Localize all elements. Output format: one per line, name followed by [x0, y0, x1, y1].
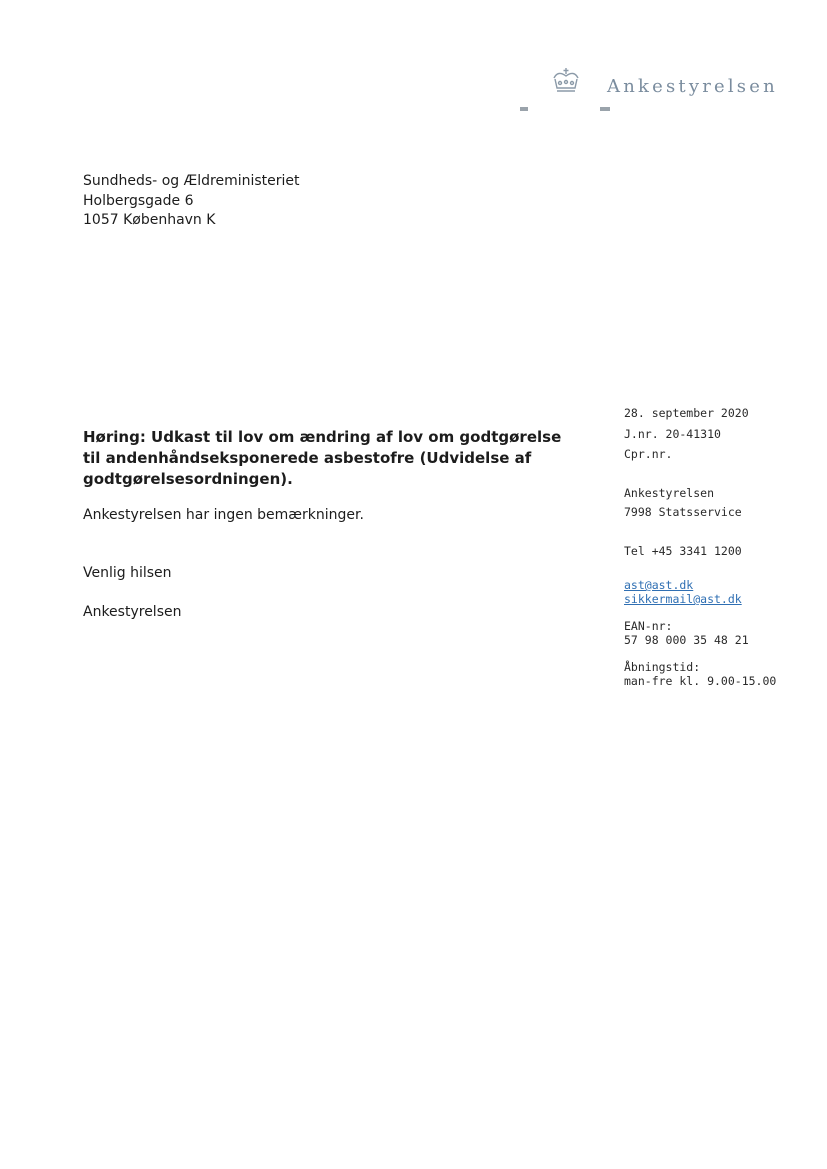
- logo-mark-left: [520, 107, 528, 111]
- opening-hours-label: Åbningstid:: [624, 660, 701, 674]
- logo-mark-right: [600, 107, 610, 111]
- letter-date: 28. september 2020: [624, 406, 749, 420]
- recipient-line-2: Holbergsgade 6: [83, 192, 194, 209]
- crown-icon: [550, 66, 582, 96]
- recipient-address: [83, 172, 300, 231]
- email-link[interactable]: ast@ast.dk: [624, 578, 694, 592]
- secure-email-link[interactable]: sikkermail@ast.dk: [624, 592, 742, 606]
- signature: Ankestyrelsen: [83, 604, 182, 620]
- journal-number: J.nr. 20-41310: [624, 427, 721, 441]
- ean-value: 57 98 000 35 48 21: [624, 633, 749, 647]
- letterhead-logo: [550, 66, 800, 116]
- cpr-number: Cpr.nr.: [624, 447, 673, 461]
- letter-subject: Høring: Udkast til lov om ændring af lov om godtgørelse til andenhåndseksponerede asbestofre (Udvidelse af godtgørelsesordningen).: [83, 428, 562, 488]
- logo-text: Ankestyrelsen: [607, 76, 778, 97]
- sender-phone: Tel +45 3341 1200: [624, 544, 742, 558]
- body-paragraph: Ankestyrelsen har ingen bemærkninger.: [83, 507, 364, 523]
- sender-org: Ankestyrelsen: [624, 486, 715, 500]
- closing-greeting: Venlig hilsen: [83, 565, 172, 581]
- recipient-line-1: Sundheds- og Ældreministeriet: [83, 173, 300, 189]
- sender-postal: 7998 Statsservice: [624, 505, 742, 519]
- ean-label: EAN-nr:: [624, 619, 673, 633]
- opening-hours-value: man-fre kl. 9.00-15.00: [624, 674, 777, 688]
- recipient-line-3: 1057 København K: [83, 212, 216, 228]
